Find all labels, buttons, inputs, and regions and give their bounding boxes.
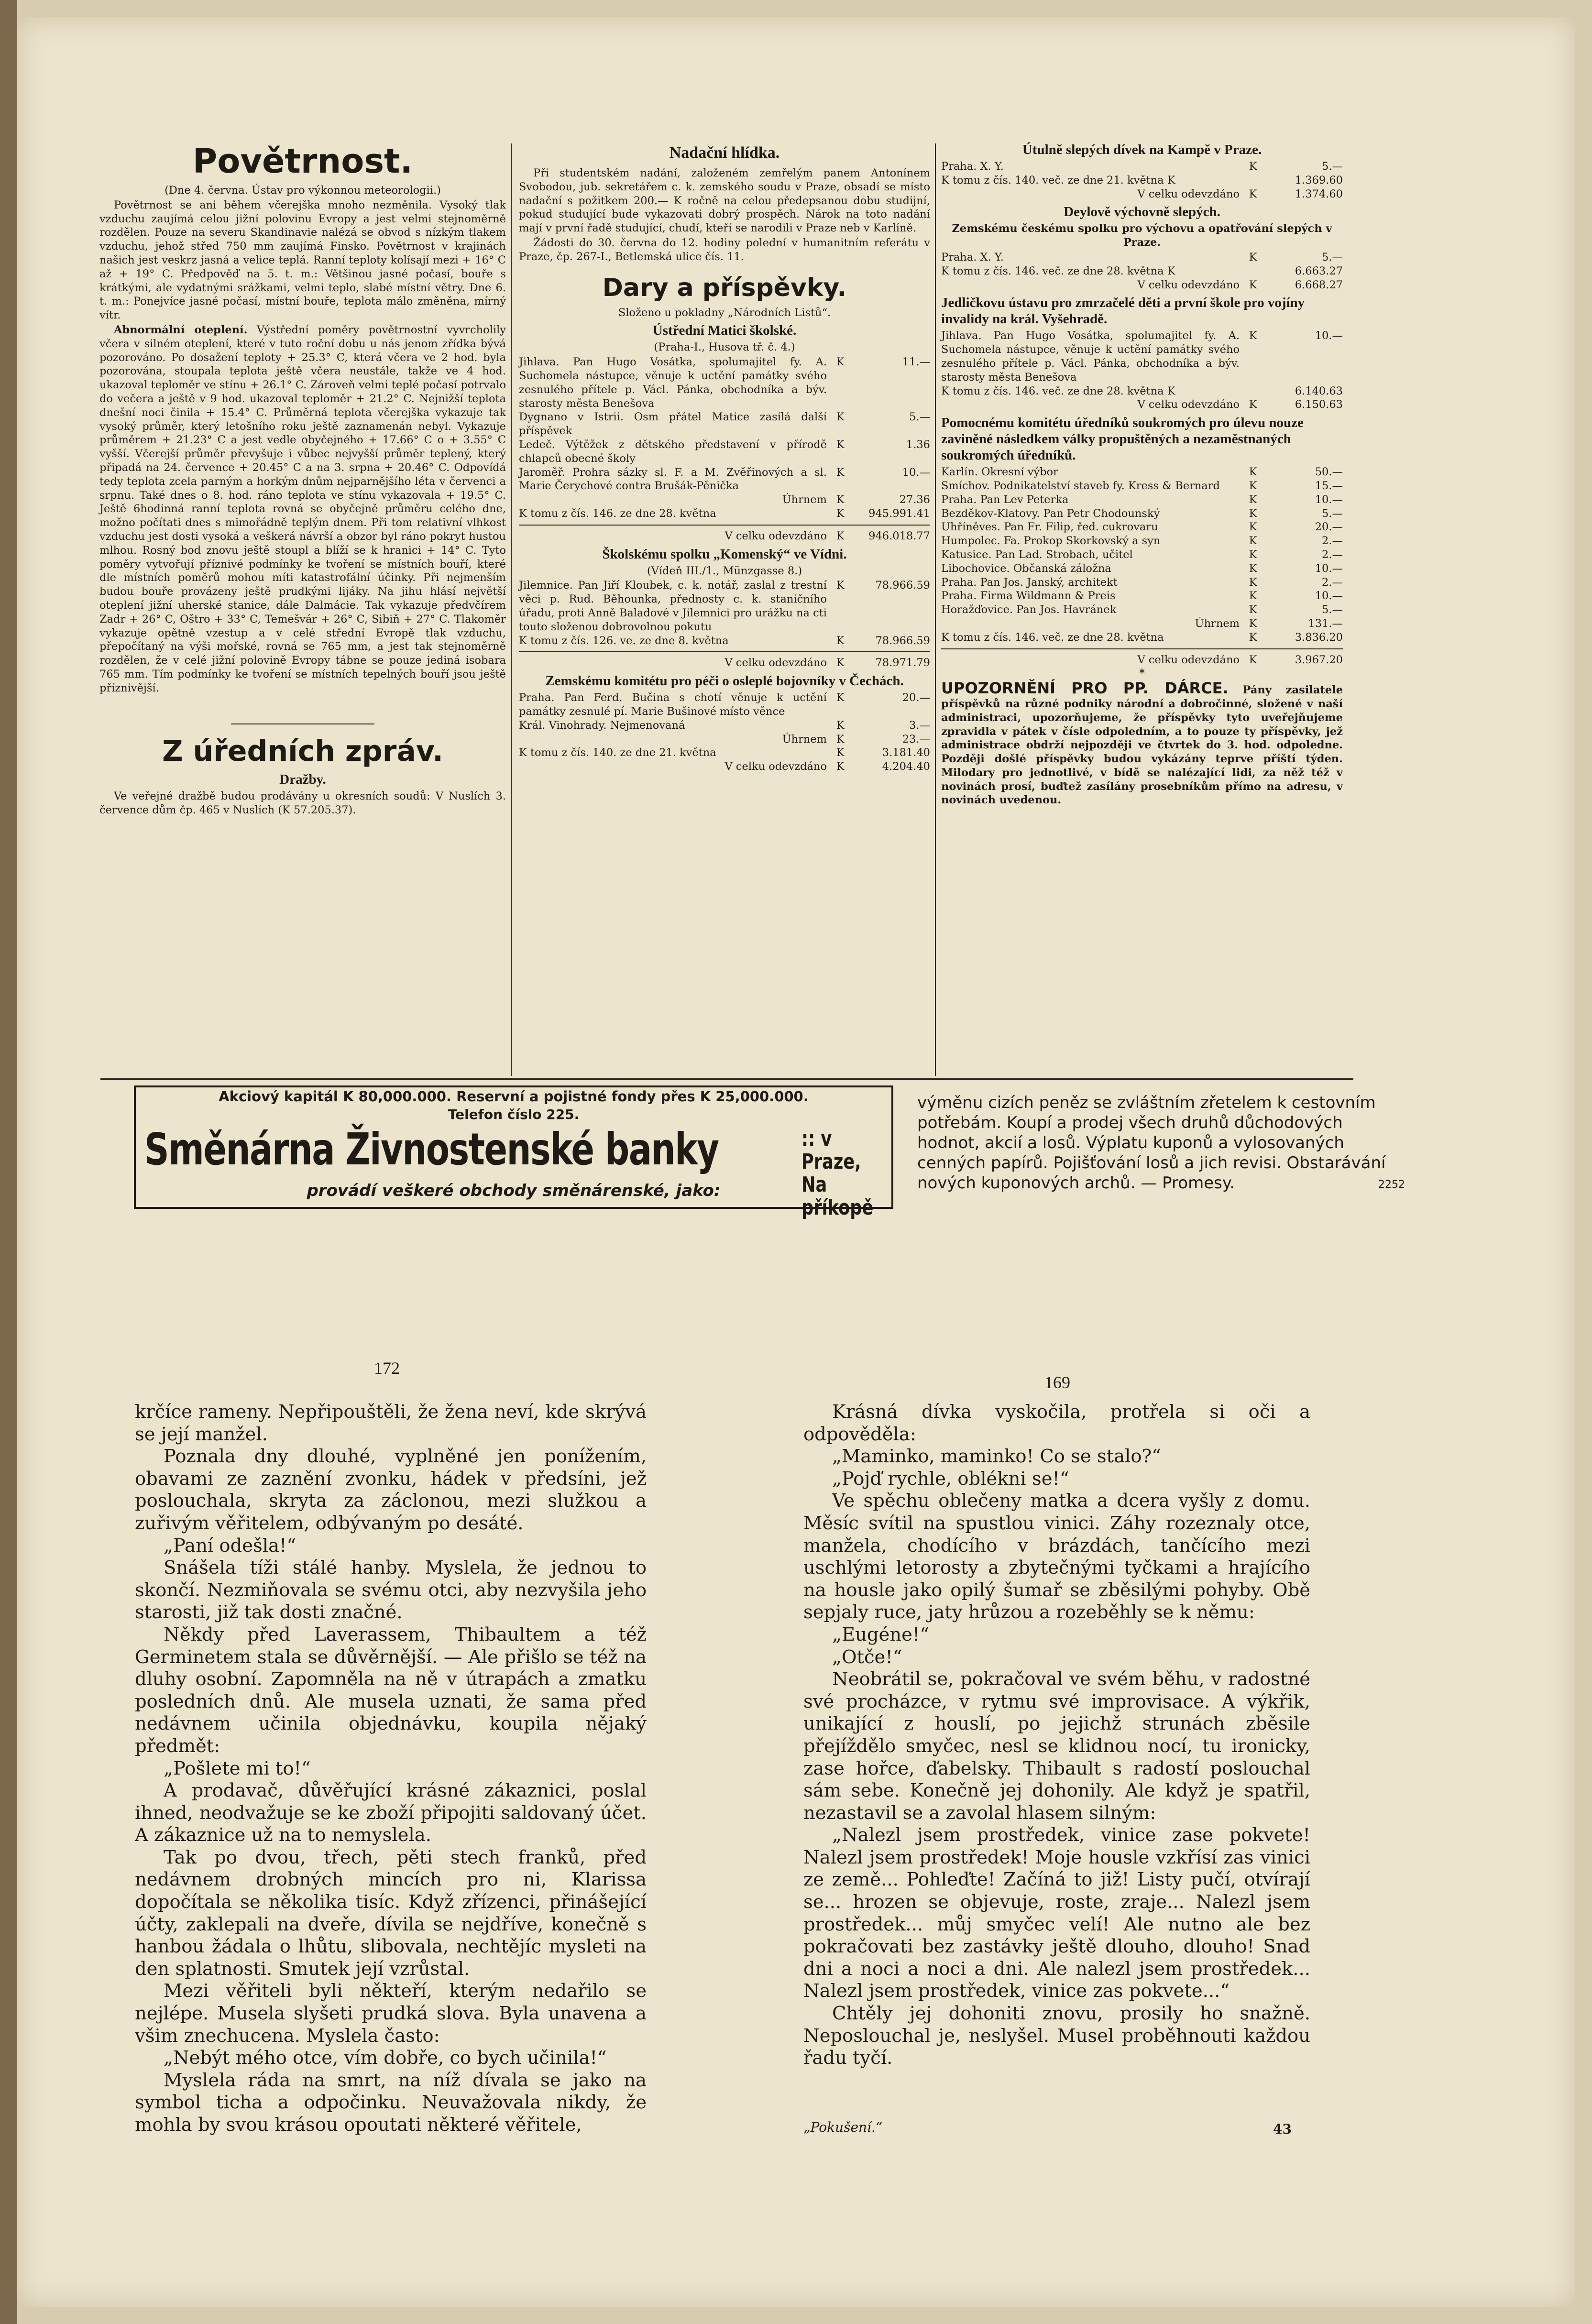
donation-row — [519, 579, 930, 634]
donation-row — [941, 507, 1343, 521]
currency: K — [1249, 507, 1257, 520]
ad-code: 2252 — [1378, 1179, 1405, 1191]
novel-paragraph: „Pošlete mi to!“ — [164, 1757, 311, 1779]
amount: 6.140.63 — [1295, 384, 1343, 397]
donation-label: Praha. Firma Wildmann & Preis — [941, 590, 1116, 603]
amount: 20.— — [902, 691, 930, 704]
donation-row — [941, 264, 1343, 278]
komensky-address: (Vídeň III./1., Münzgasse 8.) — [647, 564, 802, 577]
donation-label: Bezděkov-Klatovy. Pan Petr Chodounský — [941, 507, 1160, 520]
currency: K — [836, 691, 845, 704]
amount: 1.36 — [906, 438, 930, 451]
donation-label: Ledeč. Výtěžek z dětského představení v přírodě chlapců obecné školy — [519, 438, 827, 465]
matice-total-row: Úhrnem K 27.36 — [782, 493, 930, 506]
komensky-title: Školskému spolku „Komenský“ ve Vídni. — [602, 546, 847, 562]
komensky-list — [519, 579, 930, 634]
amount: 10.— — [1315, 493, 1343, 506]
novel-paragraph: Tak po dvou, třech, pěti stech franků, před nedávnem drobných mincích pro ni, Klarissa dopočítala se několika tisíc. Když zřízenci, přinášející účty, zaklepali na dveře, dívila se nejdříve, konečně s hanbou žádala o lhůtu, slibovala, nechtějíc mysleti na den splatnosti. Smutek její vzrůstal. — [135, 1846, 647, 1980]
currency: K — [836, 356, 845, 369]
donation-row — [941, 534, 1343, 548]
amount: 10.— — [1315, 590, 1343, 603]
donation-label: Karlín. Okresní výbor — [941, 466, 1058, 479]
matice-title: Ústřední Matici školské. — [652, 323, 797, 339]
deyl-subtitle: Zemskému českému spolku pro výchovu a opatřování slepých v Praze. — [952, 222, 1332, 249]
donation-label: Humpolec. Fa. Prokop Skorkovský a syn — [941, 535, 1161, 548]
donation-label: Smíchov. Podnikatelství staveb fy. Kress & Bernard — [941, 479, 1220, 492]
amount: 10.— — [902, 466, 930, 479]
novel-page-right — [803, 1401, 1310, 2070]
currency: K — [836, 579, 845, 592]
ad-services-line: provádí veškeré obchody směnárenské, jako: — [307, 1181, 721, 1200]
deyl-title: Deylově výchovně slepých. — [1064, 204, 1220, 220]
blind-prev-row: K tomu z čís. 140. ze dne 21. května K 3.181.40 — [519, 746, 930, 759]
amount: 6.663.27 — [1295, 264, 1343, 277]
ad-phone-line: Telefon číslo 225. — [448, 1107, 580, 1122]
novel-paragraph: Krásná dívka vyskočila, protřela si oči a odpověděla: — [803, 1401, 1310, 1445]
donation-row — [941, 174, 1343, 187]
novel-signature: „Pokušení.“ — [803, 2119, 883, 2135]
donation-label: K tomu z čís. 140. več. ze dne 21. května K — [941, 174, 1175, 186]
donation-row — [941, 493, 1343, 507]
amount: 15.— — [1315, 479, 1343, 492]
currency: K — [836, 466, 845, 479]
deyl-list — [941, 251, 1343, 278]
foundation-title: Nadační hlídka. — [669, 144, 780, 162]
jedlicka-list — [941, 329, 1343, 398]
donation-row — [941, 576, 1343, 590]
divider — [519, 525, 930, 526]
kampa-title: Útulně slepých dívek na Kampě v Praze. — [1022, 142, 1262, 157]
novel-paragraph: „Eugéne!“ — [832, 1623, 930, 1645]
donation-row — [519, 719, 930, 733]
amount: 2.— — [1322, 535, 1343, 548]
amount: 50.— — [1315, 466, 1343, 479]
deyl-sum-row: V celku odevzdáno K 6.668.27 — [1137, 278, 1343, 291]
donation-label: Praha. Pan Jos. Janský, architekt — [941, 576, 1118, 589]
novel-paragraph: „Nalezl jsem prostředek, vinice zase pokvete! Nalezl jsem prostředek! Moje housle vzkřísí zas vinici ze země... Pohleďte! Začíná to již! Listy pučí, otvírají se... hrozen se objevuje, roste, zraje... Nalezl jsem prostředek... můj smyčec velí! Ale nutno ale bez pokračovati bez zastávky ještě dlouho, dlouho! Snad dni a noci a noci a dni. Ale nalezl jsem prostředek... Nalezl jsem prostředek, vinice zas pokvete...“ — [803, 1824, 1310, 2002]
currency: K — [1249, 479, 1257, 492]
donation-row — [519, 691, 930, 719]
section-rule — [100, 1078, 1353, 1080]
kampa-sum-row: V celku odevzdáno K 1.374.60 — [1137, 187, 1343, 200]
amount: 2.— — [1322, 548, 1343, 561]
committee-title: Pomocnému komitétu úředníků soukromých pro úlevu nouze zaviněné následkem války propuštěných a nezaměstnaných soukromých úředníků. — [941, 415, 1304, 463]
donation-row — [941, 589, 1343, 603]
novel-paragraph: „Otče!“ — [832, 1646, 902, 1668]
page-number-right: 169 — [1044, 1373, 1070, 1392]
novel-paragraph: „Pojď rychle, oblékni se!“ — [832, 1468, 1069, 1490]
currency: K — [1249, 590, 1257, 603]
currency: K — [1249, 160, 1257, 173]
currency: K — [1249, 535, 1257, 548]
donation-row — [519, 355, 930, 410]
currency — [1244, 174, 1262, 187]
donation-label: Král. Vinohrady. Nejmenovaná — [519, 719, 685, 732]
novel-paragraph: Ve spěchu oblečeny matka a dcera vyšly z domu. Měsíc svítil na spustlou vinici. Záhy rozeznaly otce, manžela, chodícího v brázdách, tančícího mezi uschlými letorosty a zbytečnými tyčkami a hrajícího na housle jako opilý šumař se zběsilými pohyby. Obě sepjaly ruce, jaty hrůzou a rozeběhly se k němu: — [803, 1490, 1310, 1623]
ad-bank-name: Směnárna Živnostenské banky — [144, 1124, 719, 1175]
donation-label: Praha. Pan Lev Peterka — [941, 493, 1069, 506]
novel-paragraph: Chtěly jej dohoniti znovu, prosily ho snažně. Neposlouchal je, neslyšel. Musel proběhnouti každou řadu tyčí. — [803, 2003, 1310, 2069]
donation-row — [941, 465, 1343, 479]
novel-paragraph: Poznala dny dlouhé, vyplněné jen ponížením, obavami ze zaznění zvonku, hádek v předsíni, jež poslouchala, skryta za záclonou, mezi služkou a zuřivým věřitelem, odbývaným po desáté. — [135, 1446, 647, 1534]
komensky-sum-row: V celku odevzdáno K 78.971.79 — [725, 657, 930, 669]
donation-label: Horažďovice. Pan Jos. Havránek — [941, 603, 1117, 616]
weather-title: Povětrnost. — [192, 142, 413, 181]
donation-row — [941, 160, 1343, 174]
amount: 10.— — [1315, 562, 1343, 575]
donation-label: Jihlava. Pan Hugo Vosátka, spolumajitel fy. A. Suchomela nástupce, věnuje k uctění památky svého zesnulého přítele p. Václ. Pánka, obchodníka a býv. starosty města Benešova — [519, 356, 827, 410]
news-title: Z úředních zpráv. — [162, 734, 443, 768]
donations-title: Dary a příspěvky. — [602, 273, 847, 302]
donation-row — [941, 329, 1343, 384]
novel-paragraph: Neobrátil se, pokračoval ve svém běhu, v radostné své procházce, v rytmu své improvisace. A výkřik, unikající z houslí, po jejichž strunách zběsile přejíždělo smyčec, nesl se klidnou nocí, tu ironicky, zase hořce, ďabelsky. Thibault s radostí poslouchal sám sebe. Konečně jej dohonily. Ale když je spatřil, nezastavil se a zavolal hlasem silným: — [803, 1668, 1310, 1824]
donation-label: Praha. X. Y. — [941, 251, 1004, 263]
bank-advertisement — [134, 1085, 893, 1220]
currency: K — [1249, 251, 1257, 263]
donation-label: Jaroměř. Prohra sázky sl. F. a M. Zvěřinových a sl. Marie Čerychové contra Brušák-Pěnička — [519, 466, 827, 493]
divider — [519, 651, 930, 652]
matice-address: (Praha-I., Husova tř. č. 4.) — [654, 341, 795, 354]
column-rule-1 — [511, 143, 512, 1076]
foundation-paragraph-2: Žádosti do 30. června do 12. hodiny polední v humanitním referátu v Praze, čp. 267-I., Betlemská ulice čís. 11. — [519, 236, 930, 263]
currency: K — [1249, 548, 1257, 561]
donation-label: Libochovice. Občanská záložna — [941, 562, 1111, 575]
currency: K — [1249, 576, 1257, 589]
blind-title: Zemskému komitétu pro péči o osleplé bojovníky v Čechách. — [545, 673, 904, 689]
amount: 5.— — [1322, 160, 1343, 173]
currency: K — [836, 411, 845, 424]
donations-intro: Složeno u pokladny „Národních Listů“. — [618, 306, 831, 319]
donation-row — [941, 384, 1343, 398]
matice-sum-row: V celku odevzdáno K 946.018.77 — [725, 529, 930, 542]
matice-list — [519, 355, 930, 493]
news-text: Ve veřejné dražbě budou prodávány u okresních soudů: V Nuslích 3. července dům čp. 465 v Nuslích (K 57.205.37). — [99, 790, 506, 817]
currency: K — [1249, 521, 1257, 534]
novel-paragraph: Někdy před Laverassem, Thibaultem a též Germinetem stala se důvěrnější. — Ale přišlo se též na dluhy osobní. Zapomněla na ně v útrapách a zmatku posledních dnů. Ale musela uznati, že sama před nedávnem učinila objednávku, koupila nějaký předmět: — [135, 1623, 647, 1757]
currency — [1244, 384, 1262, 398]
ad-services-text: výměnu cizích peněz se zvláštním zřetelem k cestovním potřebám. Koupí a prodej všech druhů důchodových hodnot, akcií a losů. Výplatu kuponů a vylosovaných cenných papírů. Pojišťování losů a jich revisi. Obstarávání nových kuponových archů. — Promesy. 2252 — [917, 1093, 1405, 1193]
blind-total-row: Úhrnem K 23.— — [782, 733, 930, 745]
kampa-list — [941, 160, 1343, 187]
committee-sum-row: V celku odevzdáno K 3.967.20 — [1137, 653, 1343, 666]
donation-label: Praha. X. Y. — [941, 160, 1004, 173]
ad-city: :: v Praze, Na příkopě — [801, 1127, 874, 1220]
novel-paragraph: „Paní odešla!“ — [164, 1535, 296, 1557]
matice-prev-row: K tomu z čís. 146. ze dne 28. května K 945.991.41 — [519, 507, 930, 520]
donor-notice — [941, 681, 1343, 807]
donation-label: Praha. Pan Ferd. Bučina s chotí věnuje k uctění památky zesnulé pí. Marie Bušinové místo věnce — [519, 691, 827, 718]
amount: 1.369.60 — [1295, 174, 1343, 186]
donation-row — [941, 520, 1343, 534]
novel-paragraph: krčíce rameny. Nepřipouštěli, že žena neví, kde skrývá se její manžel. — [135, 1401, 647, 1445]
currency: K — [1249, 603, 1257, 616]
weather-subtitle: (Dne 4. června. Ústav pro výkonnou meteorologii.) — [165, 184, 441, 197]
currency: K — [836, 719, 845, 732]
donation-row — [941, 548, 1343, 562]
donation-row — [941, 479, 1343, 493]
donation-label: Katusice. Pan Lad. Strobach, učitel — [941, 548, 1133, 561]
page-number-left: 172 — [374, 1359, 400, 1378]
novel-paragraph: Snášela tíži stálé hanby. Myslela, že jednou to skončí. Nezmiňovala se svému otci, aby nezvyšila jeho starosti, již tak dosti značné. — [135, 1557, 647, 1623]
currency: K — [1249, 562, 1257, 575]
donation-label: Jilemnice. Pan Jiří Kloubek, c. k. notář, zaslal z trestní věci p. Rud. Běhounka, přednosty c. k. staničního úřadu, proti Anně Baladové v Jilemnici pro urážku na cti touto složenou dobrovolnou pokutu — [519, 579, 827, 633]
charity-column — [941, 139, 1343, 808]
currency: K — [836, 438, 845, 451]
amount: 2.— — [1322, 576, 1343, 589]
amount: 20.— — [1315, 521, 1343, 534]
binding-edge — [0, 0, 17, 2324]
amount: 11.— — [902, 356, 930, 369]
weather-column — [99, 139, 506, 818]
donations-column — [519, 139, 930, 774]
amount: 5.— — [1322, 507, 1343, 520]
amount: 78.966.59 — [875, 579, 930, 592]
committee-list — [941, 465, 1343, 617]
currency: K — [1249, 493, 1257, 506]
donation-label: K tomu z čís. 146. več. ze dne 28. května K — [941, 264, 1175, 277]
star-separator: * — [1139, 667, 1145, 680]
divider — [941, 648, 1343, 649]
weather-paragraph-1: Povětrnost se ani během včerejška mnoho nezměnila. Vysoký tlak vzduchu zaujímá celou jižní polovinu Evropy a jest velmi stejnoměrně rozdělen. Pouze na severu Skandinavie nalézá se obvod s nízkým tlakem vzduchu, jehož střed 750 mm zaujímá Finsko. Povětrnost v krajinách našich jest veskrz jasná a velice teplá. Ranní teploty kolísají mezi + 16° C až + 19° C. Předpověď na 5. t. m.: Většinou jasné počasí, bouře s krátkými, ale vydatnými srážkami, velmi teplo, slabé místní větry. Dne 6. t. m.: Ponejvíce jasné počasí, místní bouře, teplota málo změněna, mírný vítr. — [99, 198, 506, 322]
donation-row — [941, 251, 1343, 264]
novel-page-left — [135, 1401, 647, 2137]
novel-paragraph: „Nebýt mého otce, vím dobře, co bych učinila!“ — [164, 2047, 607, 2069]
ad-capital-line: Akciový kapitál K 80,000.000. Reservní a pojistné fondy přes K 25,000.000. — [219, 1088, 809, 1105]
jedlicka-sum-row: V celku odevzdáno K 6.150.63 — [1137, 398, 1343, 411]
page-corner-number: 43 — [1273, 2121, 1292, 2137]
donation-label: Dygnano v Istrii. Osm přátel Matice zasílá další příspěvek — [519, 411, 827, 438]
committee-prev-row: K tomu z čís. 146. več. ze dne 28. května K 3.836.20 — [941, 631, 1343, 644]
weather-p2-lead: Abnormální oteplení. — [114, 323, 248, 336]
donation-row — [519, 410, 930, 438]
donor-notice-lead: UPOZORNĚNÍ PRO PP. DÁRCE. — [941, 679, 1229, 698]
weather-paragraph-2 — [99, 323, 506, 695]
novel-paragraph: Mezi věřiteli byli někteří, kterým nedařilo se nejlépe. Musela slyšeti prudká slova. Byla unavena a všim znechucena. Myslela často: — [135, 1980, 647, 2047]
amount: 10.— — [1315, 329, 1343, 342]
donation-row — [941, 562, 1343, 576]
currency: K — [1249, 466, 1257, 479]
currency: K — [1249, 329, 1257, 342]
donation-row — [941, 603, 1343, 617]
donation-row — [519, 466, 930, 493]
jedlicka-title: Jedličkovu ústavu pro zmrzačelé děti a první škole pro vojíny invalidy na král. Vyšehradě. — [941, 295, 1305, 327]
donation-label: K tomu z čís. 146. več. ze dne 28. května K — [941, 384, 1175, 397]
donation-label: Jihlava. Pan Hugo Vosátka, spolumajitel fy. A. Suchomela nástupce, věnuje k uctění památky svého zesnulého přítele p. Václ. Pánka, obchodníka a býv. starosty města Benešova — [941, 329, 1240, 384]
amount: 5.— — [1322, 603, 1343, 616]
amount: 3.— — [909, 719, 930, 732]
amount: 5.— — [1322, 251, 1343, 263]
komensky-prev-row: K tomu z čís. 126. ve. ze dne 8. května K 78.966.59 — [519, 634, 930, 647]
news-subtitle: Dražby. — [279, 772, 326, 788]
donation-row — [519, 438, 930, 466]
column-rule-2 — [935, 143, 936, 1076]
foundation-paragraph-1: Při studentském nadání, založeném zemřelým panem Antonínem Svobodou, jub. sekretářem c. k. zemského soudu v Praze, obsadí se místo nadační s požitkem 200.— K ročně na celou předepsanou dobu studijní, pokud studující bude vykazovati dobrý prospěch. Nárok na toto nadání mají v první řadě studující, chudí, kteří se narodili v Praze neb v Karlíně. — [519, 167, 930, 235]
blind-sum-row: V celku odevzdáno K 4.204.40 — [725, 760, 930, 773]
weather-p2-text: Výstřední poměry povětrnostní vyvrcholily včera v silném oteplení, které v tuto roční dobu u nás jenom zřídka bývá pozorováno. Po dosažení teploty + 25.3° C, která včera ve 2 hod. byla pozorována, stoupala teplota ještě včera neustále, takže ve 4 hod. ukazoval teploměr ve stínu + 26.1° C. Zároveň velmi teplé počasí potrvalo do večera a ještě v 9 hod. ukazoval teploměr + 21.2° C. Nejnižší teplota dnešní noci činila + 15.4° C. Průměrná teplota včerejška vykazuje tak vysoký průměr, který letošního roku ještě zaznamenán nebyl. Vykazuje průměrem + 21.23° C a jest vedle obyčejného + 17.66° C o + 3.55° C vyšší. Včerejší průměr převyšuje i vůbec nejvyšší průměr teplený, který připadá na 24. července + 20.45° C a na 3. srpna + 20.46° C. Odpovídá tedy teplota zcela parným a horkým dnům nejparnějšího léta v červenci a srpnu. Také dnes o 8. hod. ráno teplota ve stínu vykazovala + 19.5° C. Ještě 6hodinná ranní teplota rovná se obyčejně průměru celého dne, možno počítati dnes s mimořádně teplým dnem. Při tom relativní vlhkost vzduchu jest dosti vysoká a veškerá návrší a obzor byl ráno pokryt hustou mlhou. Rosný bod znovu ještě stoupl a blíží se k hranici + 14° C. Tyto poměry vytvořují příznivé podmínky ke tvoření se místních bouří, které dle místních poměrů mohou míti katastrofální účinky. Při nejmenším budou bouře provázeny ještě prudkými lijáky. Na jihu hlásí největší oteplení jižní uherské stanice, dále Dalmácie. Tak vykazuje předvčírem Zadr + 26° C, Oštro + 33° C, Temešvár + 26° C, Sibiň + 27° C. Tlakoměr vykazuje opětně vzestup a v celé střední Evropě tlak vzduchu, přepočítaný na výši mořské, rovná se 765 mm, a jest tak stejnoměrně rozdělen, že v celé jižní polovině Evropy tábne se pouze jediná isobara 765 mm. Tím podmínky ke tvoření se místních tepelných bouří jsou ještě příznivější. — [99, 323, 506, 694]
novel-paragraph: Myslela ráda na smrt, na níž dívala se jako na symbol ticha a odpočinku. Neuvažovala nikdy, že mohla by svou krásou opoutati některé věřitele, — [135, 2069, 647, 2136]
novel-paragraph: A prodavač, důvěřující krásné zákaznici, poslal ihned, neodvažuje se ke zboží připojiti saldovaný účet. A zákaznice už na to nemyslela. — [135, 1780, 647, 1846]
novel-paragraph: „Maminko, maminko! Co se stalo?“ — [832, 1446, 1161, 1468]
amount: 5.— — [909, 411, 930, 424]
blind-list — [519, 691, 930, 732]
donor-notice-text: Pány zasilatele příspěvků na různé podniky národní a dobročinné, složené v naší administraci, upozorňujeme, že příspěvky tyto uveřejňujeme zpravidla v pátek v čísle odpoledním, a to pouze ty příspěvky, jež administrace obdrží nejpozději ve čtvrtek do 3. hod. odpoledne. Později došlé příspěvky budou vykázány teprve příští týden. Milodary pro jednotlivé, v bídě se nalézající lidi, za něž též v novinách prosí, buďtež zasílány prosebníkům přímo na adresu, v novinách uvedenou. — [941, 684, 1343, 807]
currency — [1244, 264, 1262, 278]
donation-label: Uhříněves. Pan Fr. Filip, řed. cukrovaru — [941, 521, 1158, 534]
committee-total-row: Úhrnem K 131.— — [1195, 617, 1343, 630]
